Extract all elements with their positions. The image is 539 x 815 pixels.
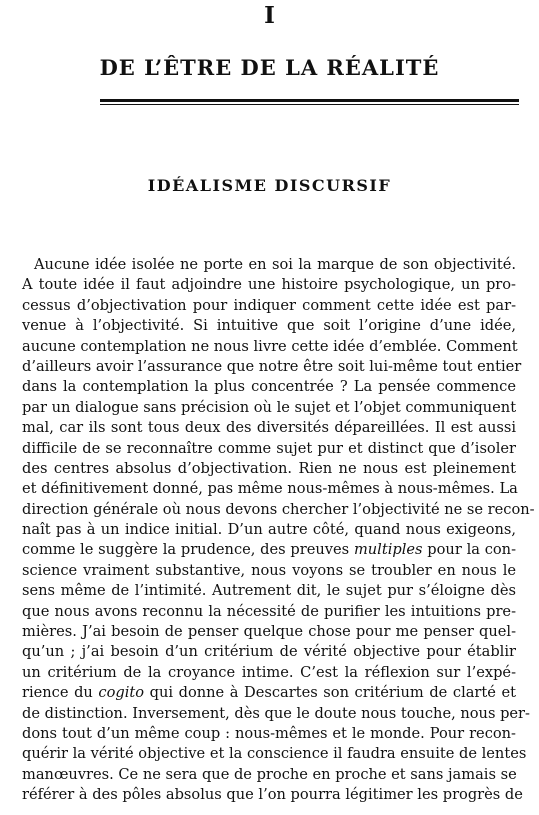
text-line: cessus d’objectivation pour indiquer comment cette idée est par-	[22, 296, 516, 314]
text-line: mal, car ils sont tous deux des diversités dépareillées. Il est aussi	[22, 419, 516, 437]
body-paragraph	[22, 255, 535, 806]
title-rule-thick	[100, 99, 519, 102]
text-run: comme le suggère la prudence, des preuves	[22, 541, 354, 559]
text-line	[22, 540, 516, 560]
text-run: rience du	[22, 684, 99, 702]
text-line: direction générale où nous devons chercher l’objectivité ne se recon-	[22, 500, 535, 518]
chapter-title: DE L’ÊTRE DE LA RÉALITÉ	[99, 55, 440, 80]
text-line: que nous avons reconnu la nécessité de purifier les intuitions pre-	[22, 602, 516, 620]
text-line: science vraiment substantive, nous voyons se troubler en nous le	[22, 561, 516, 579]
text-line: qu’un ; j’ai besoin d’un critérium de vérité objective pour établir	[22, 643, 516, 661]
text-line: de distinction. Inversement, dès que le doute nous touche, nous per-	[22, 704, 530, 722]
italic-term: multiples	[353, 541, 423, 559]
text-line: quérir la vérité objective et la conscience il faudra ensuite de lentes	[22, 745, 527, 763]
text-line: venue à l’objectivité. Si intuitive que soit l’origine d’une idée,	[22, 317, 516, 335]
section-title: IDÉALISME DISCURSIF	[147, 176, 392, 195]
chapter-number: I	[264, 2, 275, 29]
text-line: manœuvres. Ce ne sera que de proche en proche et sans jamais se	[22, 765, 517, 783]
italic-term: cogito	[98, 684, 145, 702]
text-line: par un dialogue sans précision où le sujet et l’objet communiquent	[22, 398, 517, 416]
text-run: pour la con-	[422, 541, 517, 559]
text-line: naît pas à un indice initial. D’un autre côté, quand nous exigeons,	[22, 521, 516, 539]
text-line: dons tout d’un même coup : nous-mêmes et le monde. Pour recon-	[22, 724, 516, 742]
text-line: A toute idée il faut adjoindre une histoire psychologique, un pro-	[22, 276, 516, 294]
text-line: un critérium de la croyance intime. C’est la réflexion sur l’expé-	[22, 663, 516, 681]
text-line: d’ailleurs avoir l’assurance que notre être soit lui-même tout entier	[22, 357, 522, 375]
text-line: mières. J’ai besoin de penser quelque chose pour me penser quel-	[22, 623, 516, 641]
text-line: dans la contemplation la plus concentrée ? La pensée commence	[22, 378, 516, 396]
text-line: difficile de se reconnaître comme sujet pur et distinct que d’isoler	[22, 439, 516, 457]
text-line: aucune contemplation ne nous livre cette idée d’emblée. Comment	[22, 337, 518, 355]
text-line: Aucune idée isolée ne porte en soi la marque de son objectivité.	[34, 256, 516, 273]
text-line: des centres absolus d’objectivation. Rien ne nous est pleinement	[22, 459, 516, 477]
title-rule-thin	[100, 104, 519, 105]
text-line: sens même de l’intimité. Autrement dit, le sujet pur s’éloigne dès	[22, 582, 516, 600]
text-run: qui donne à Descartes son critérium de clarté et	[144, 684, 516, 702]
text-line: et définitivement donné, pas même nous-mêmes à nous-mêmes. La	[22, 480, 518, 498]
text-line: référer à des pôles absolus que l’on pourra légitimer les progrès de	[22, 786, 523, 804]
text-line	[22, 683, 516, 703]
